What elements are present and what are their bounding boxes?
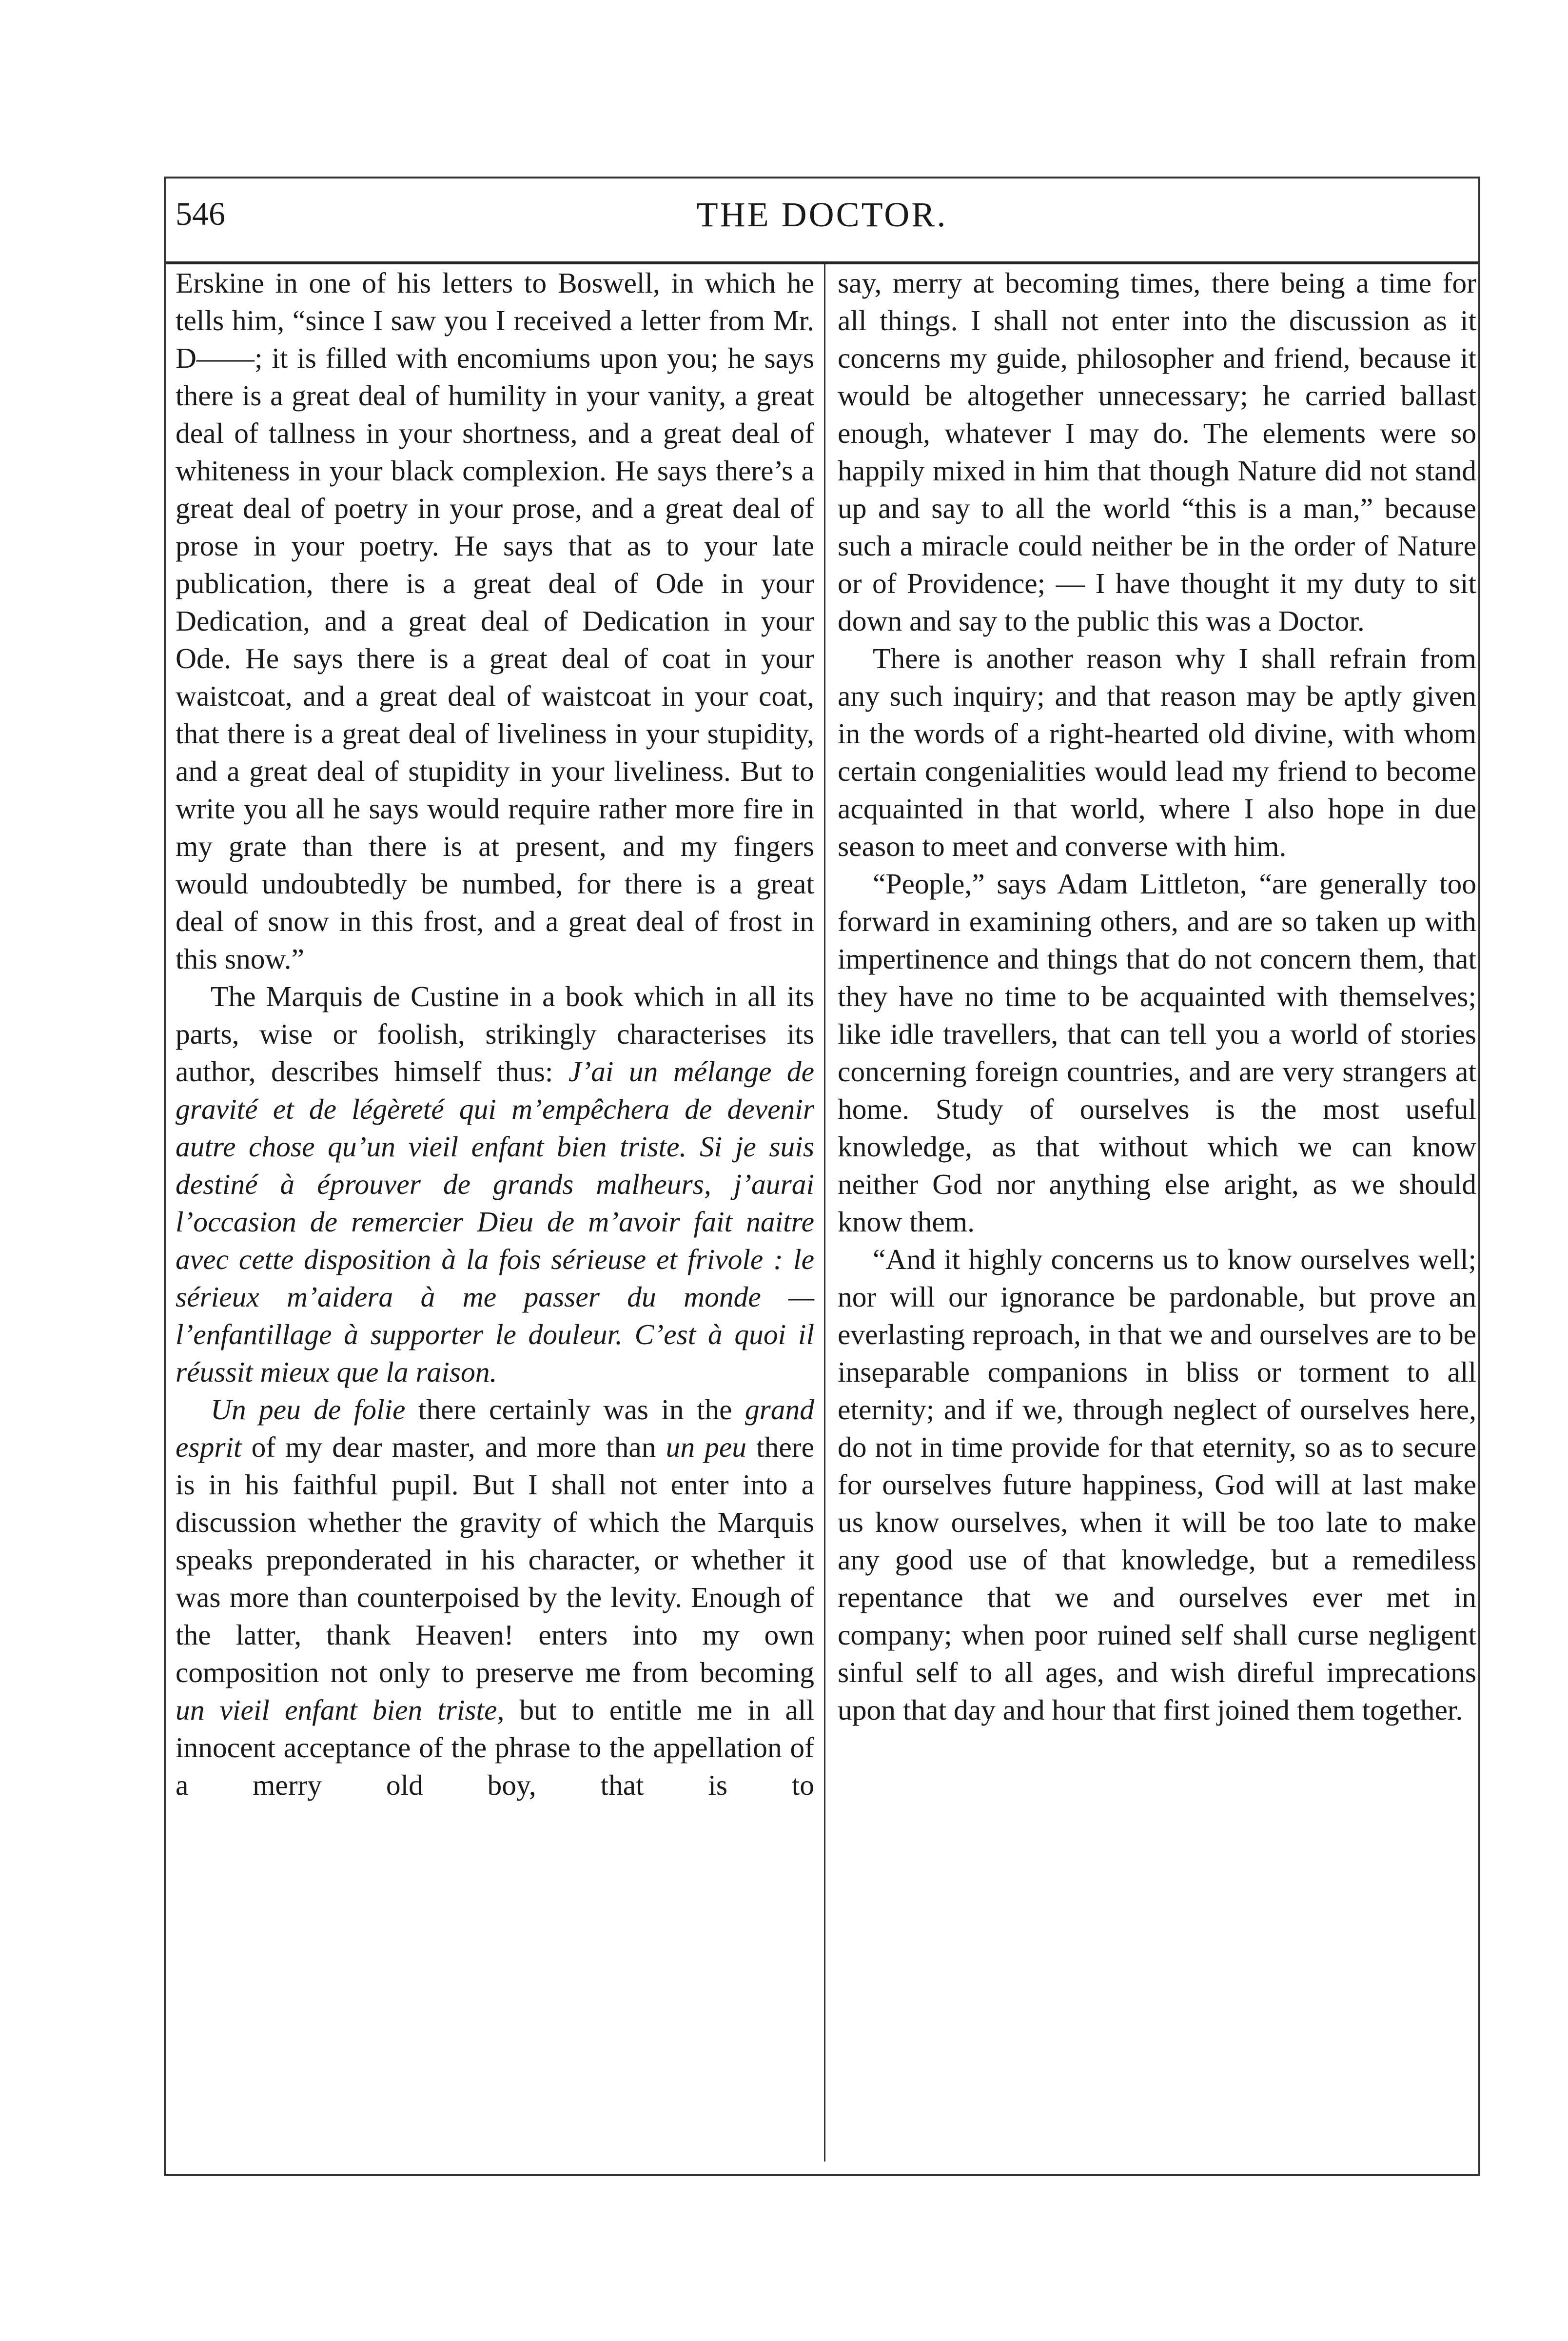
text-segment: there is in his faithful pupil. But I shall not enter into a discussion whether the gravity of which the Marquis speaks preponderated in his character, or whether it was more than counterpoised by the levity. Enough of the latter, thank Heaven! enters into my own composition not only to preserve me from becoming: [176, 1431, 815, 1688]
phrase-un-peu: un peu: [666, 1431, 747, 1463]
phrase-un-vieil-enfant: un vieil enfant bien triste: [176, 1694, 497, 1726]
custine-intro: The Marquis de Custine in a book which in all its parts, wise or foolish, strikingly characterises its author, describes himself thus:: [176, 980, 814, 1088]
right-paragraph-ourselves: “And it highly concerns us to know ourselves well; nor will our ignorance be pardonable, but prove an everlasting reproach, in that we and ourselves are to be inseparable companions in bliss or torment to all eternity; and if we, through neglect of ourselves here, do not in time provide for that eternity, so as to secure for ourselves future happiness, God will at last make us know ourselves, when it will be too late to make any good use of that knowledge, but a remediless repentance that we and ourselves ever met in company; when poor ruined self shall curse negligent sinful self to all ages, and wish direful imprecations upon that day and hour that first joined them together.: [838, 1243, 1476, 1726]
right-paragraph-merry: say, merry at becoming times, there being a time for all things. I shall not enter into the discussion as it concerns my guide, philosopher and friend, because it would be altogether unnecessary; he carried ballast enough, whatever I may do. The elements were so happily mixed in him that though Nature did not stand up and say to all the world “this is a man,” because such a miracle could neither be in the order of Nature or of Providence; — I have thought it my duty to sit down and say to the public this was a Doctor.: [838, 267, 1476, 637]
column-divider: [824, 264, 825, 2162]
text-segment: of my dear master, and more than: [241, 1431, 666, 1463]
left-column: [176, 264, 814, 1804]
right-paragraph-littleton: “People,” says Adam Littleton, “are generally too forward in examining others, and are so taken up with impertinence and things that do not concern them, that they have no time to be acquainted with themselves; like idle travellers, that can tell you a world of stories concerning foreign countries, and are very strangers at home. Study of ourselves is the most useful knowledge, as that without which we can know neither God nor anything else aright, as we should know them.: [838, 868, 1476, 1238]
left-paragraph-folie: [176, 1391, 814, 1804]
left-paragraph-custine: [176, 978, 814, 1391]
text-segment: , but to entitle me in all innocent acceptance of the phrase to the appellation of a merry old boy, that is to: [176, 1694, 814, 1801]
left-paragraph-erskine: Erskine in one of his letters to Boswell, in which he tells him, “since I saw you I received a letter from Mr. D——; it is filled with encomiums upon you; he says there is a great deal of humility in your vanity, a great deal of tallness in your shortness, and a great deal of whiteness in your black complexion. He says there’s a great deal of poetry in your prose, and a great deal of prose in your poetry. He says that as to your late publication, there is a great deal of Ode in your Dedication, and a great deal of Dedication in your Ode. He says there is a great deal of coat in your waistcoat, and a great deal of waistcoat in your coat, that there is a great deal of liveliness in your stupidity, and a great deal of stupidity in your liveliness. But to write you all he says would require rather more fire in my grate than there is at present, and my fingers would undoubtedly be numbed, for there is a great deal of snow in this frost, and a great deal of frost in this snow.”: [176, 267, 814, 975]
running-head: THE DOCTOR.: [696, 195, 948, 234]
phrase-un-peu-de-folie: Un peu de folie: [211, 1393, 406, 1426]
right-paragraph-another-reason: There is another reason why I shall refrain from any such inquiry; and that reason may be aptly given in the words of a right-hearted old divine, with whom certain congenialities would lead my friend to become acquainted in that world, where I also hope in due season to meet and converse with him.: [838, 642, 1476, 862]
phrase-grand-esprit: grand esprit: [176, 1393, 814, 1463]
page-frame: [164, 177, 1480, 2176]
right-column: [838, 264, 1476, 1729]
custine-french-quote: J’ai un mélange de gravité et de légèreté qui m’empêchera de devenir autre chose qu’un vieil enfant bien triste. Si je suis destiné à éprouver de grands malheurs, j’aurai l’occasion de remercier Dieu de m’avoir fait naitre avec cette disposition à la fois sérieuse et frivole : le sérieux m’aidera à me passer du monde — l’enfantillage à supporter le douleur. C’est à quoi il réussit mieux que la raison.: [176, 1055, 815, 1388]
page-header: [166, 179, 1478, 264]
text-segment: there certainly was in the: [405, 1393, 745, 1426]
page-number: 546: [176, 195, 225, 232]
